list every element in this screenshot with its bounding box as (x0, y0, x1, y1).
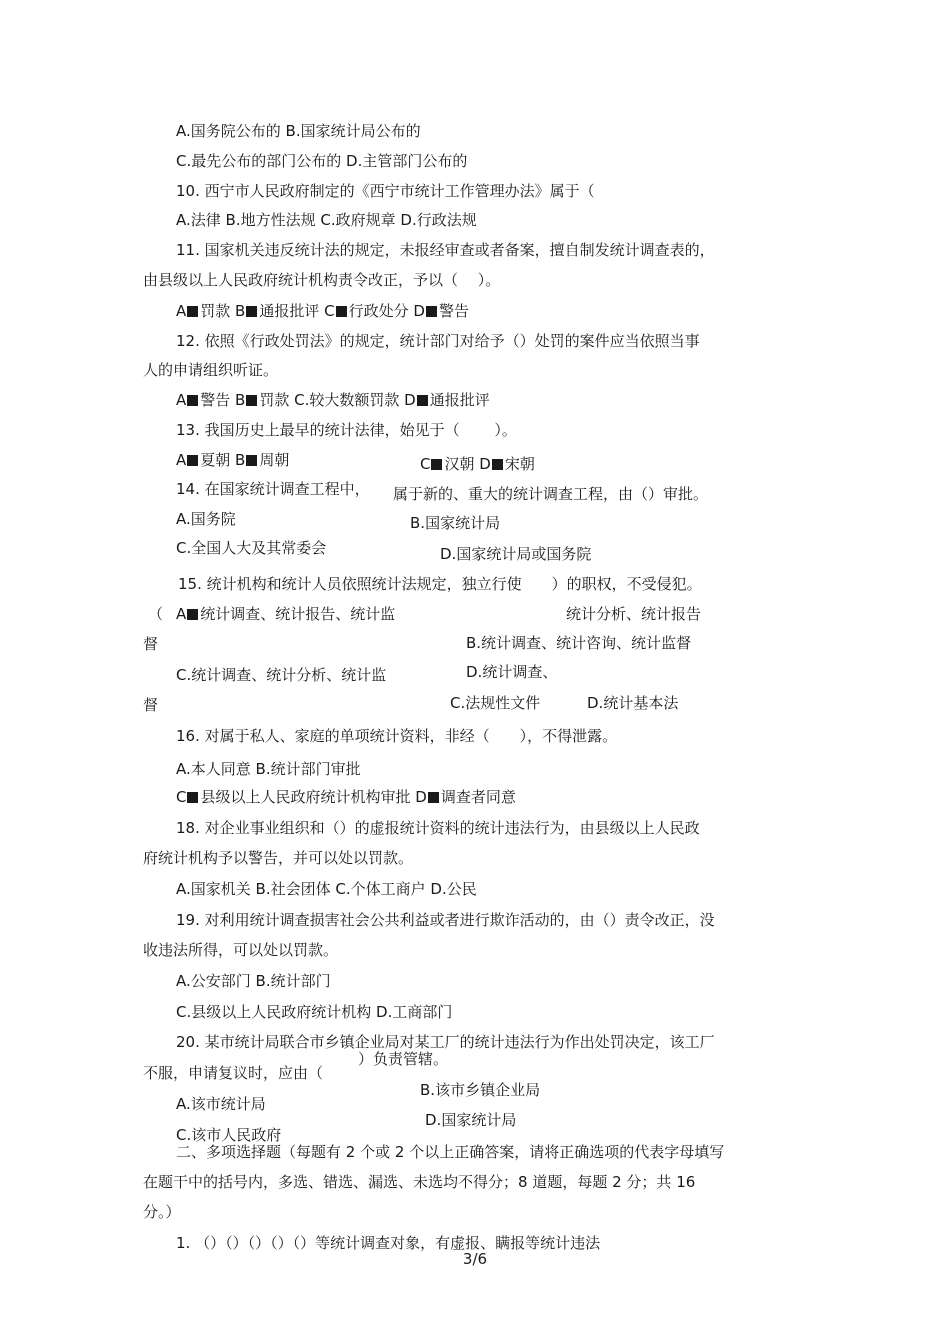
filled-square-icon (246, 306, 257, 317)
filled-square-icon (246, 395, 257, 406)
text-line: D.国家统计局或国务院 (440, 545, 592, 563)
text-line: 督 (143, 696, 159, 714)
text-line: C.统计调查、统计分析、统计监 (176, 666, 387, 684)
text-line: 属于新的、重大的统计调查工程，由（）审批。 (393, 485, 709, 503)
text-line: 分。） (143, 1203, 181, 1221)
text-line: C.县级以上人民政府统计机构 D.工商部门 (176, 1003, 453, 1021)
filled-square-icon (187, 609, 198, 620)
page-number: 3/6 (462, 1250, 488, 1268)
text-line: 12. 依照《行政处罚法》的规定，统计部门对给予（）处罚的案件应当依照当事 (176, 332, 700, 350)
text-line: D.统计基本法 (587, 694, 679, 712)
text-line: 1. （）（）（）（）（）等统计调查对象，有虚报、瞒报等统计违法 (176, 1234, 601, 1252)
text-line: 府统计机构予以警告，并可以处以罚款。 (143, 849, 414, 867)
filled-square-icon (187, 395, 198, 406)
text-line: 11. 国家机关违反统计法的规定，未报经审查或者备案，擅自制发统计调查表的， (176, 241, 715, 259)
text-line: 18. 对企业事业组织和（）的虚报统计资料的统计违法行为，由县级以上人民政 (176, 819, 700, 837)
text-line: 15. 统计机构和统计人员依照统计法规定，独立行使 ）的职权，不受侵犯。 (178, 575, 702, 593)
text-line: B.国家统计局 (410, 514, 501, 532)
filled-square-icon (426, 306, 437, 317)
text-line: 10. 西宁市人民政府制定的《西宁市统计工作管理办法》属于（ (176, 182, 595, 200)
filled-square-icon (336, 306, 347, 317)
text-line: A 夏朝 B 周朝 (176, 451, 290, 469)
filled-square-icon (187, 792, 198, 803)
text-line: C.法规性文件 (450, 694, 541, 712)
text-line: 19. 对利用统计调查损害社会公共利益或者进行欺诈活动的，由（）责令改正，没 (176, 911, 715, 929)
text-line: （ (148, 605, 164, 623)
filled-square-icon (431, 459, 442, 470)
filled-square-icon (492, 459, 503, 470)
text-line: 收违法所得，可以处以罚款。 (143, 941, 339, 959)
text-line: A 统计调查、统计报告、统计监 (176, 605, 396, 623)
text-line: A 警告 B 罚款 C.较大数额罚款 D 通报批评 (176, 391, 490, 409)
filled-square-icon (187, 306, 198, 317)
text-line: B.该市乡镇企业局 (420, 1081, 541, 1099)
filled-square-icon (417, 395, 428, 406)
text-line: 人的申请组织听证。 (143, 361, 279, 379)
text-line: A.国务院公布的 B.国家统计局公布的 (176, 122, 421, 140)
text-line: A 罚款 B 通报批评 C 行政处分 D 警告 (176, 302, 469, 320)
text-line: B.统计调查、统计咨询、统计监督 (466, 634, 692, 652)
text-line: A.该市统计局 (176, 1095, 266, 1113)
text-line: 不服，申请复议时，应由（ (143, 1064, 324, 1082)
filled-square-icon (187, 455, 198, 466)
text-line: 16. 对属于私人、家庭的单项统计资料，非经（ ），不得泄露。 (176, 727, 618, 745)
text-line: A.国务院 (176, 510, 236, 528)
text-line: 在题干中的括号内，多选、错选、漏选、未选均不得分；8 道题，每题 2 分；共 16 (143, 1173, 696, 1191)
text-line: 统计分析、统计报告 (566, 605, 702, 623)
text-line: A.公安部门 B.统计部门 (176, 972, 331, 990)
text-line: ）负责管辖。 (358, 1050, 449, 1068)
text-line: A.本人同意 B.统计部门审批 (176, 760, 361, 778)
text-line: A.法律 B.地方性法规 C.政府规章 D.行政法规 (176, 211, 477, 229)
text-line: 14. 在国家统计调查工程中， (176, 480, 370, 498)
text-line: 由县级以上人民政府统计机构责令改正，予以（ ）。 (143, 271, 501, 289)
text-line: D.国家统计局 (425, 1111, 517, 1129)
filled-square-icon (246, 455, 257, 466)
text-line: C 汉朝 D 宋朝 (420, 455, 535, 473)
text-line: C 县级以上人民政府统计机构审批 D 调查者同意 (176, 788, 516, 806)
filled-square-icon (428, 792, 439, 803)
text-line: 13. 我国历史上最早的统计法律，始见于（ ）。 (176, 421, 517, 439)
text-line: C.全国人大及其常委会 (176, 539, 327, 557)
text-line: 督 (143, 635, 159, 653)
text-line: D.统计调查、 (466, 663, 558, 681)
text-line: A.国家机关 B.社会团体 C.个体工商户 D.公民 (176, 880, 477, 898)
text-line: 二、多项选择题（每题有 2 个或 2 个以上正确答案，请将正确选项的代表字母填写 (176, 1143, 725, 1161)
text-line: 20. 某市统计局联合市乡镇企业局对某工厂的统计违法行为作出处罚决定，该工厂 (176, 1033, 715, 1051)
text-line: C.该市人民政府 (176, 1126, 282, 1144)
text-line: C.最先公布的部门公布的 D.主管部门公布的 (176, 152, 468, 170)
